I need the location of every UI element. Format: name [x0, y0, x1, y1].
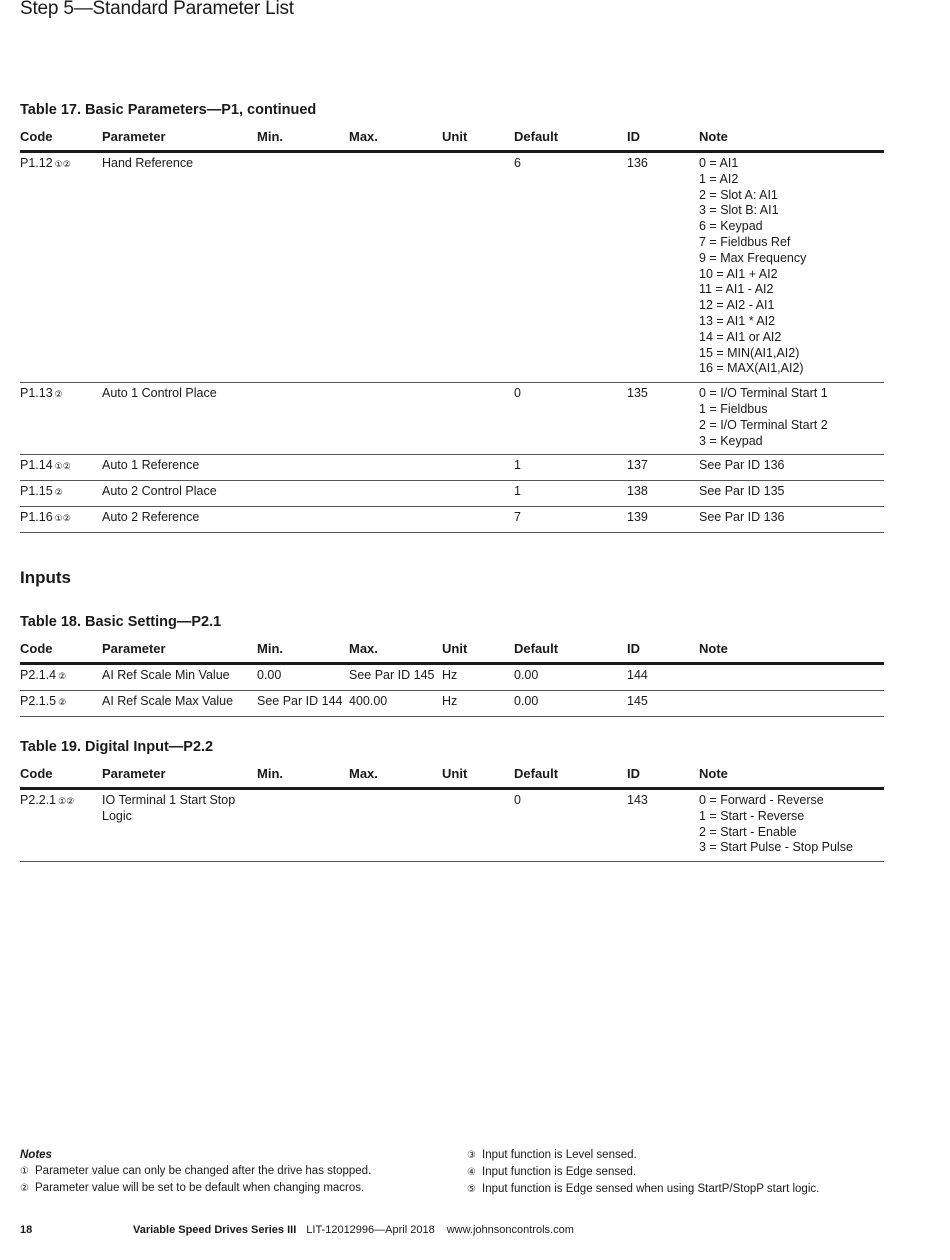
column-header: Default	[514, 641, 627, 664]
cell-max	[349, 481, 442, 507]
footnote-marks: ①②	[54, 512, 71, 523]
cell-max	[349, 506, 442, 532]
table-row	[20, 152, 884, 383]
cell-unit	[442, 383, 514, 455]
cell-max	[349, 789, 442, 862]
column-header: Max.	[349, 129, 442, 152]
note-line: 0 = I/O Terminal Start 1	[699, 386, 828, 401]
notes-right	[467, 1147, 819, 1198]
note-line: 3 = Keypad	[699, 433, 763, 448]
note-line: 3 = Start Pulse - Stop Pulse	[699, 840, 853, 855]
footnote	[20, 1163, 371, 1180]
footnote-text: Input function is Edge sensed.	[482, 1166, 637, 1178]
code-text: P2.1.4	[20, 668, 57, 682]
column-header: Code	[20, 641, 102, 664]
note-line: 1 = Fieldbus	[699, 401, 768, 416]
footnote-marks: ②	[54, 389, 63, 400]
column-header: Unit	[442, 129, 514, 152]
note-line: 14 = AI1 or AI2	[699, 329, 782, 344]
footnote-marks: ①②	[54, 159, 71, 169]
footnote	[20, 1180, 371, 1197]
cell-max	[349, 152, 442, 383]
code-text: P1.14	[20, 458, 53, 473]
column-header: Unit	[442, 641, 514, 664]
table-18-caption: Table 18. Basic Setting—P2.1	[20, 614, 222, 630]
column-header: Max.	[349, 766, 442, 789]
cell-min	[257, 152, 349, 383]
footnote-marks: ②	[58, 696, 67, 707]
note-line: 0 = Forward - Reverse	[699, 793, 824, 807]
note-line: See Par ID 135	[699, 484, 785, 499]
note-line: 13 = AI1 * AI2	[699, 313, 776, 328]
cell-note	[699, 506, 884, 532]
cell-parameter: IO Terminal 1 Start Stop Logic	[102, 789, 257, 862]
cell-default: 0	[514, 789, 627, 862]
column-header: Code	[20, 766, 102, 789]
footnote-marks: ②	[54, 487, 63, 498]
cell-default: 0	[514, 383, 627, 455]
footnote-text: Input function is Level sensed.	[482, 1149, 637, 1161]
cell-parameter: Auto 2 Reference	[102, 506, 257, 532]
table-row	[20, 789, 884, 862]
cell-default: 0.00	[514, 690, 627, 716]
note-line: 7 = Fieldbus Ref	[699, 234, 791, 249]
table-18	[20, 641, 884, 717]
column-header: Parameter	[102, 129, 257, 152]
notes-title: Notes	[20, 1149, 52, 1161]
column-header: Max.	[349, 641, 442, 664]
cell-unit	[442, 789, 514, 862]
cell-code	[20, 789, 102, 862]
footnote-symbol: ③	[467, 1150, 476, 1161]
note-line: 6 = Keypad	[699, 219, 763, 234]
footer-series: Variable Speed Drives Series III	[133, 1224, 297, 1236]
column-header: Min.	[257, 641, 349, 664]
cell-note	[699, 664, 884, 691]
cell-default: 1	[514, 455, 627, 481]
table-row	[20, 455, 884, 481]
note-line: 2 = I/O Terminal Start 2	[699, 417, 828, 432]
note-line: See Par ID 136	[699, 458, 785, 473]
cell-note	[699, 383, 884, 455]
cell-parameter: AI Ref Scale Min Value	[102, 664, 257, 691]
column-header: Code	[20, 129, 102, 152]
cell-min: 0.00	[257, 664, 349, 691]
cell-max	[349, 383, 442, 455]
cell-id: 138	[627, 481, 699, 507]
table-row	[20, 664, 884, 691]
page-number: 18	[20, 1224, 33, 1236]
cell-min	[257, 789, 349, 862]
cell-code	[20, 690, 102, 716]
cell-parameter: Hand Reference	[102, 152, 257, 383]
footnote	[467, 1181, 819, 1198]
cell-code	[20, 481, 102, 507]
table-row	[20, 481, 884, 507]
cell-code	[20, 664, 102, 691]
code-text: P1.13	[20, 386, 53, 401]
page-header-title: Step 5—Standard Parameter List	[20, 0, 294, 19]
column-header: Unit	[442, 766, 514, 789]
note-line: 11 = AI1 - AI2	[699, 282, 774, 297]
cell-unit	[442, 506, 514, 532]
column-header: Default	[514, 766, 627, 789]
cell-id: 135	[627, 383, 699, 455]
cell-code	[20, 455, 102, 481]
cell-id: 145	[627, 690, 699, 716]
cell-id: 136	[627, 152, 699, 383]
footnote	[467, 1164, 819, 1181]
cell-max	[349, 455, 442, 481]
column-header: Parameter	[102, 641, 257, 664]
page-footer	[20, 1224, 574, 1236]
footer-url: www.johnsoncontrols.com	[446, 1224, 574, 1236]
cell-default: 0.00	[514, 664, 627, 691]
note-line: 1 = Start - Reverse	[699, 808, 805, 823]
inputs-section-title: Inputs	[20, 568, 71, 587]
cell-unit: Hz	[442, 690, 514, 716]
cell-default: 1	[514, 481, 627, 507]
code-text: P1.15	[20, 484, 53, 499]
code-text: P2.1.5	[20, 693, 57, 708]
note-line: 2 = Slot A: AI1	[699, 187, 778, 202]
cell-note	[699, 152, 884, 383]
cell-default: 7	[514, 506, 627, 532]
note-line: 15 = MIN(AI1,AI2)	[699, 345, 800, 360]
column-header: Min.	[257, 129, 349, 152]
footnote-symbol: ⑤	[467, 1184, 476, 1195]
note-line: 0 = AI1	[699, 156, 739, 170]
column-header: Default	[514, 129, 627, 152]
code-text: P1.12	[20, 156, 53, 170]
footnote	[467, 1147, 819, 1164]
footnote-marks: ①②	[54, 461, 71, 472]
cell-max: See Par ID 145	[349, 664, 442, 691]
cell-min	[257, 383, 349, 455]
cell-unit	[442, 481, 514, 507]
cell-note	[699, 690, 884, 716]
cell-code	[20, 383, 102, 455]
note-line: 12 = AI2 - AI1	[699, 298, 775, 313]
table-17	[20, 129, 884, 533]
cell-default: 6	[514, 152, 627, 383]
footnote-text: Parameter value will be set to be default when changing macros.	[35, 1182, 365, 1194]
note-line: 3 = Slot B: AI1	[699, 203, 779, 218]
table-row	[20, 383, 884, 455]
cell-id: 137	[627, 455, 699, 481]
column-header: ID	[627, 766, 699, 789]
footer-lit: LIT-12012996—April 2018	[306, 1224, 435, 1236]
cell-min	[257, 481, 349, 507]
footnote-text: Input function is Edge sensed when using StartP/StopP start logic.	[482, 1183, 820, 1195]
cell-parameter: Auto 2 Control Place	[102, 481, 257, 507]
footnote-marks: ①②	[58, 796, 75, 806]
table-row	[20, 690, 884, 716]
note-line: 9 = Max Frequency	[699, 250, 807, 265]
cell-min	[257, 455, 349, 481]
cell-id: 143	[627, 789, 699, 862]
footnote-symbol: ④	[467, 1167, 476, 1178]
note-line: 16 = MAX(AI1,AI2)	[699, 361, 804, 376]
column-header: ID	[627, 129, 699, 152]
cell-code	[20, 506, 102, 532]
cell-parameter: Auto 1 Reference	[102, 455, 257, 481]
table-row	[20, 506, 884, 532]
cell-parameter: AI Ref Scale Max Value	[102, 690, 257, 716]
note-line: See Par ID 136	[699, 509, 785, 524]
column-header: Note	[699, 766, 884, 789]
footnote-text: Parameter value can only be changed after the drive has stopped.	[35, 1165, 372, 1177]
table-19-caption: Table 19. Digital Input—P2.2	[20, 739, 214, 755]
footnote-symbol: ①	[20, 1166, 29, 1177]
cell-min	[257, 506, 349, 532]
cell-note	[699, 455, 884, 481]
column-header: Parameter	[102, 766, 257, 789]
cell-note	[699, 481, 884, 507]
cell-id: 144	[627, 664, 699, 691]
cell-unit	[442, 152, 514, 383]
cell-note	[699, 789, 884, 862]
cell-max: 400.00	[349, 690, 442, 716]
cell-code	[20, 152, 102, 383]
notes-left	[20, 1147, 371, 1197]
cell-min: See Par ID 144	[257, 690, 349, 716]
note-line: 2 = Start - Enable	[699, 824, 797, 839]
footnote-marks: ②	[58, 671, 67, 681]
footnote-symbol: ②	[20, 1183, 29, 1194]
table-17-caption: Table 17. Basic Parameters—P1, continued	[20, 102, 317, 118]
cell-unit: Hz	[442, 664, 514, 691]
code-text: P2.2.1	[20, 793, 57, 807]
note-line: 1 = AI2	[699, 171, 739, 186]
column-header: Note	[699, 641, 884, 664]
note-line: 10 = AI1 + AI2	[699, 266, 778, 281]
column-header: Note	[699, 129, 884, 152]
code-text: P1.16	[20, 509, 53, 524]
column-header: Min.	[257, 766, 349, 789]
column-header: ID	[627, 641, 699, 664]
cell-unit	[442, 455, 514, 481]
table-19	[20, 766, 884, 862]
cell-parameter: Auto 1 Control Place	[102, 383, 257, 455]
cell-id: 139	[627, 506, 699, 532]
